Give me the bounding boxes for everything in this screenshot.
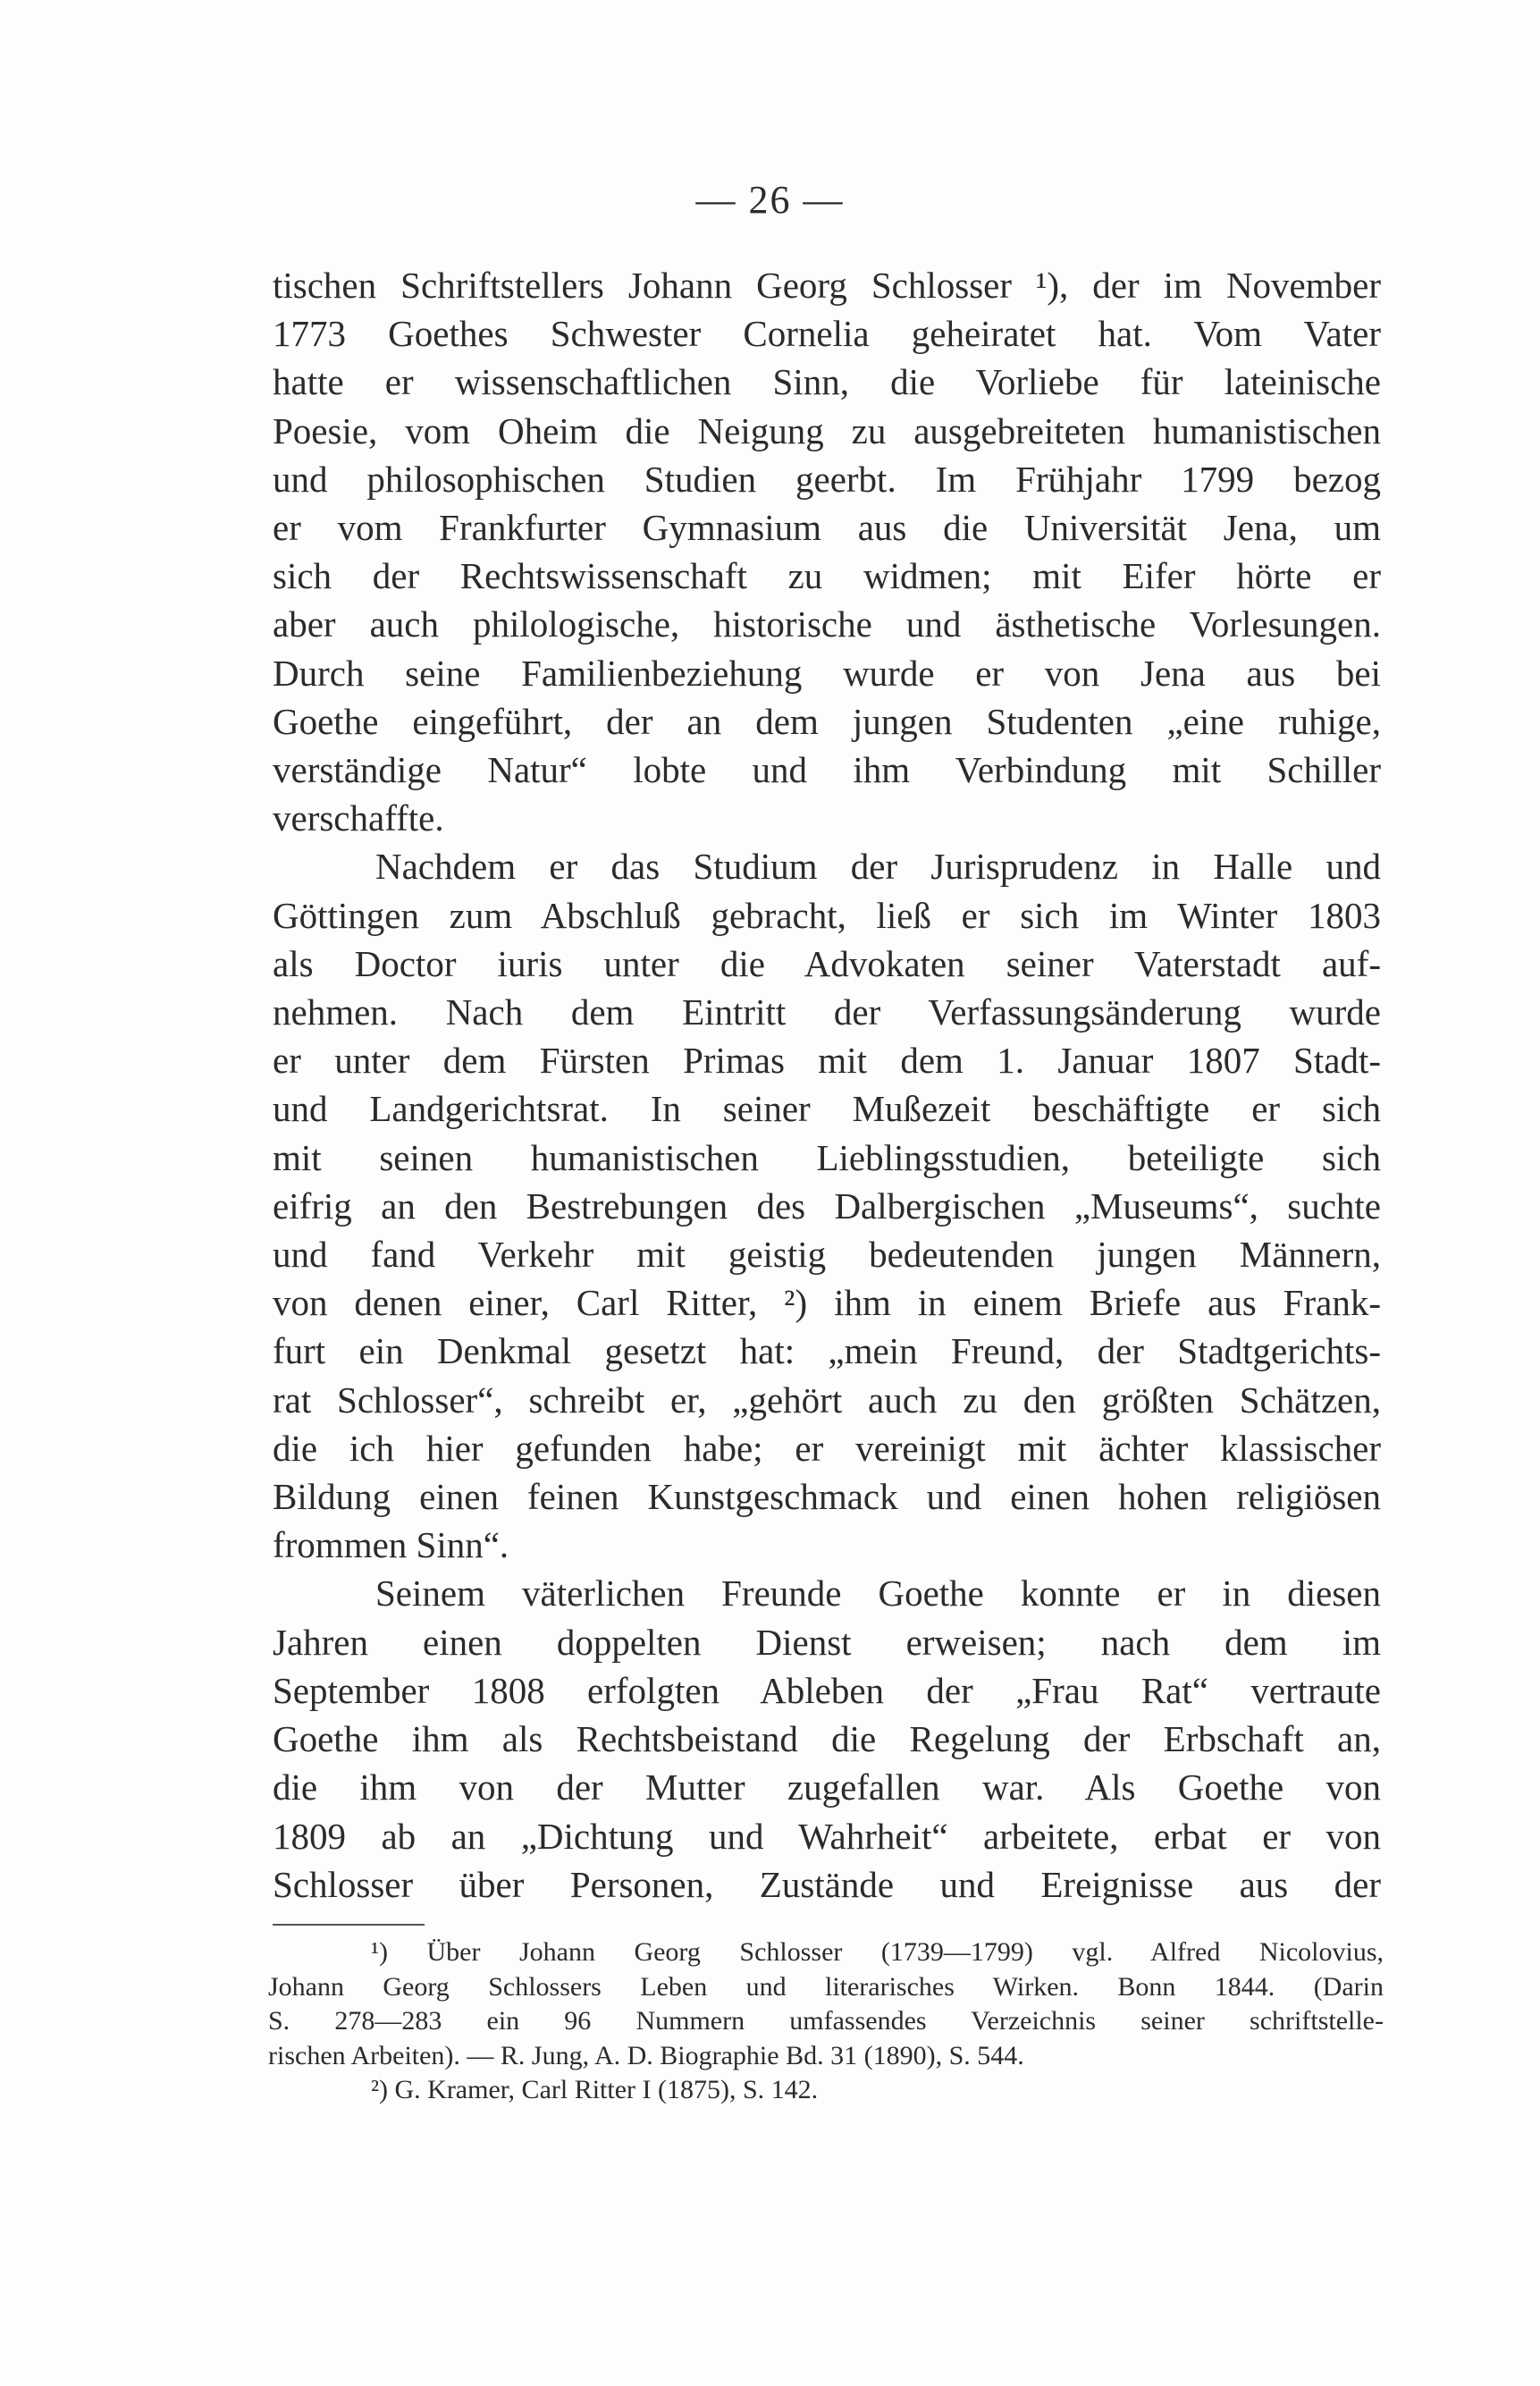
paragraph-2 [273, 842, 1381, 1569]
main-text [273, 261, 1381, 1909]
text-line: Poesie, vom Oheim die Neigung zu ausgebreiteten humanistischen [273, 409, 1381, 451]
text-line: furt ein Denkmal gesetzt hat: „mein Freund, der Stadtgerichts- [273, 1330, 1381, 1372]
text-line: als Doctor iuris unter die Advokaten seiner Vaterstadt auf- [273, 942, 1381, 984]
text-line: die ich hier gefunden habe; er vereinigt mit ächter klassischer [273, 1427, 1381, 1469]
footnote-1 [268, 1935, 1384, 2073]
text-line: Bildung einen feinen Kunstgeschmack und einen hohen religiösen [273, 1476, 1381, 1518]
footnote-line: Johann Georg Schlossers Leben und literarisches Wirken. Bonn 1844. (Darin [268, 1971, 1384, 2002]
text-line: und Landgerichtsrat. In seiner Mußezeit beschäftigte er sich [273, 1088, 1381, 1130]
footnote-line: rischen Arbeiten). — R. Jung, A. D. Biographie Bd. 31 (1890), S. 544. [268, 2040, 1024, 2070]
paragraph-1 [273, 261, 1381, 842]
text-line: Goethe eingeführt, der an dem jungen Studenten „eine ruhige, [273, 700, 1381, 742]
page-number: — 26 — [695, 178, 845, 222]
text-line: von denen einer, Carl Ritter, ²) ihm in einem Briefe aus Frank- [273, 1282, 1381, 1324]
text-line: Göttingen zum Abschluß gebracht, ließ er sich im Winter 1803 [273, 894, 1381, 936]
footnotes [268, 1935, 1384, 2108]
text-line: er vom Frankfurter Gymnasium aus die Universität Jena, um [273, 507, 1381, 549]
text-line: tischen Schriftstellers Johann Georg Schlosser ¹), der im November [273, 265, 1381, 306]
text-line: nehmen. Nach dem Eintritt der Verfassungsänderung wurde [273, 991, 1381, 1033]
text-line: September 1808 erfolgten Ableben der „Frau Rat“ vertraute [273, 1669, 1381, 1711]
text-line: er unter dem Fürsten Primas mit dem 1. Januar 1807 Stadt- [273, 1040, 1381, 1082]
text-line: 1773 Goethes Schwester Cornelia geheiratet hat. Vom Vater [273, 313, 1381, 355]
text-line: rat Schlosser“, schreibt er, „gehört auch zu den größten Schätzen, [273, 1378, 1381, 1421]
footnote-line: ²) G. Kramer, Carl Ritter I (1875), S. 142. [371, 2075, 819, 2104]
text-line: verständige Natur“ lobte und ihm Verbindung mit Schiller [273, 749, 1381, 791]
text-line: frommen Sinn“. [273, 1524, 509, 1566]
text-line: Seinem väterlichen Freunde Goethe konnte er in diesen [375, 1572, 1381, 1615]
text-line: hatte er wissenschaftlichen Sinn, die Vorliebe für lateinische [273, 361, 1381, 403]
text-line: die ihm von der Mutter zugefallen war. Als Goethe von [273, 1766, 1381, 1808]
text-line: Schlosser über Personen, Zustände und Ereignisse aus der [273, 1863, 1381, 1905]
footnote-2 [268, 2073, 1384, 2108]
paragraph-3 [273, 1569, 1381, 1908]
footnote-line: ¹) Über Johann Georg Schlosser (1739—1799) vgl. Alfred Nicolovius, [371, 1937, 1384, 1967]
text-line: verschaffte. [273, 797, 444, 839]
text-line: Nachdem er das Studium der Jurisprudenz in Halle und [375, 846, 1381, 888]
text-line: sich der Rechtswissenschaft zu widmen; mit Eifer hörte er [273, 555, 1381, 597]
text-line: Durch seine Familienbeziehung wurde er von Jena aus bei [273, 652, 1381, 694]
text-line: mit seinen humanistischen Lieblingsstudien, beteiligte sich [273, 1136, 1381, 1178]
footnote-line: S. 278—283 ein 96 Nummern umfassendes Verzeichnis seiner schriftstelle- [268, 2006, 1384, 2036]
text-line: und philosophischen Studien geerbt. Im Frühjahr 1799 bezog [273, 458, 1381, 500]
text-line: Jahren einen doppelten Dienst erweisen; nach dem im [273, 1621, 1381, 1663]
text-line: Goethe ihm als Rechtsbeistand die Regelung der Erbschaft an, [273, 1718, 1381, 1760]
text-line: eifrig an den Bestrebungen des Dalbergischen „Museums“, suchte [273, 1185, 1381, 1227]
footnote-separator [273, 1924, 425, 1926]
text-line: und fand Verkehr mit geistig bedeutenden jungen Männern, [273, 1234, 1381, 1276]
text-line: 1809 ab an „Dichtung und Wahrheit“ arbeitete, erbat er von [273, 1815, 1381, 1857]
text-line: aber auch philologische, historische und ästhetische Vorlesungen. [273, 603, 1381, 645]
